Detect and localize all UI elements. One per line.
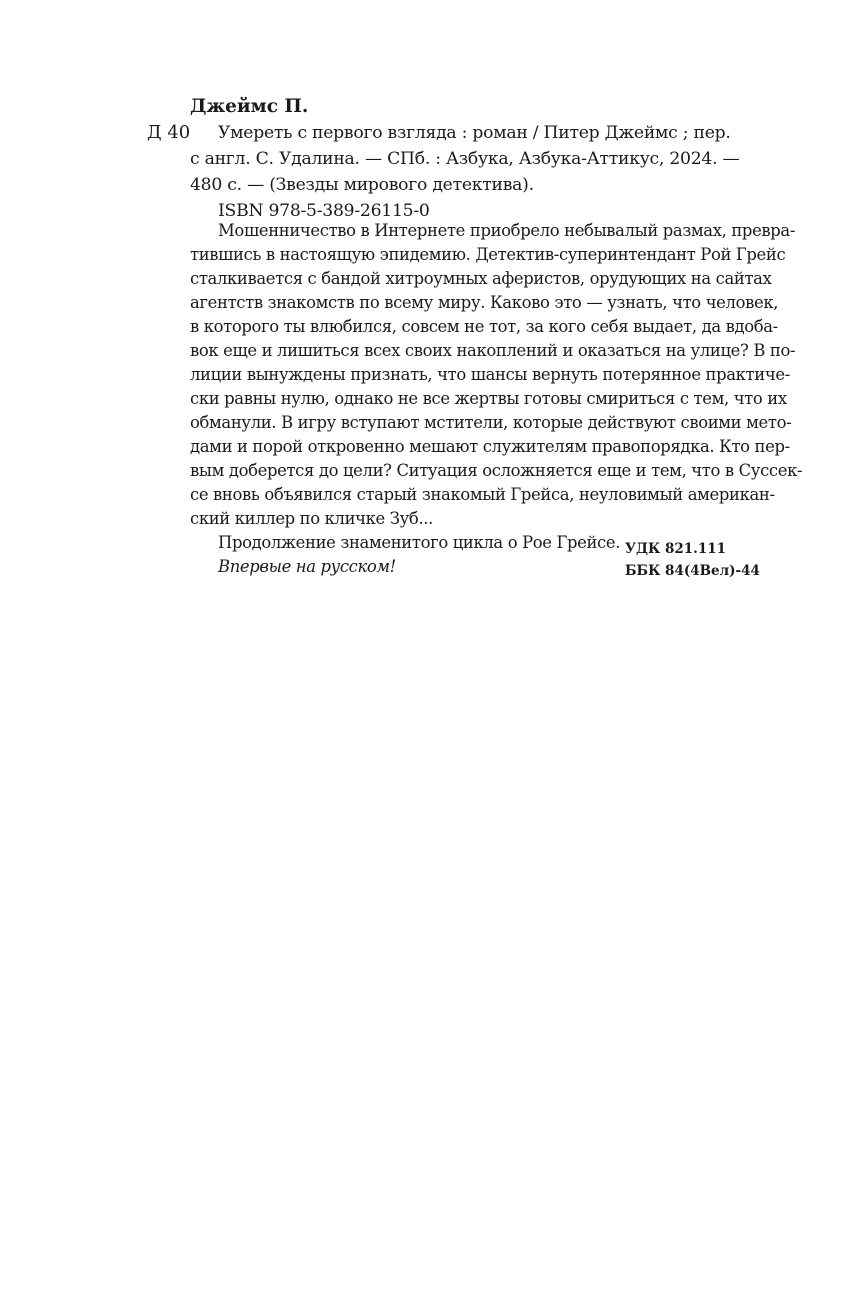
description-line: вок еще и лишиться всех своих накоплений и оказаться на улице? В по- — [190, 341, 796, 360]
udk-code: УДК 821.111 — [625, 541, 726, 557]
description-line: в которого ты влюбился, совсем не тот, за кого себя выдает, да вдоба- — [190, 317, 778, 336]
description-line: дами и порой откровенно мешают служителям правопорядка. Кто пер- — [190, 437, 790, 456]
first-in-russian-note: Впервые на русском! — [218, 557, 396, 576]
description-line: сталкивается с бандой хитроумных аферистов, орудующих на сайтах — [190, 269, 772, 288]
bbk-code: ББК 84(4Вел)-44 — [625, 563, 760, 579]
bibliographic-line: Умереть с первого взгляда : роман / Питер Джеймс ; пер. — [218, 123, 731, 143]
classification-codes — [611, 538, 760, 582]
author-heading: Джеймс П. — [190, 96, 309, 117]
isbn: ISBN 978-5-389-26115-0 — [218, 201, 430, 221]
bibliographic-line: с англ. С. Удалина. — СПб. : Азбука, Азбука-Аттикус, 2024. — — [190, 149, 740, 169]
description-line: тившись в настоящую эпидемию. Детектив-суперинтендант Рой Грейс — [190, 245, 786, 264]
library-code: Д 40 — [147, 122, 191, 143]
description-line: се вновь объявился старый знакомый Грейса, неуловимый американ- — [190, 485, 775, 504]
description-line: ски равны нулю, однако не все жертвы готовы смириться с тем, что их — [190, 389, 787, 408]
description-line: ский киллер по кличке Зуб... — [190, 509, 434, 528]
description-line: лиции вынуждены признать, что шансы вернуть потерянное практиче- — [190, 365, 790, 384]
description-line: обманули. В игру вступают мстители, которые действуют своими мето- — [190, 413, 792, 432]
series-note: Продолжение знаменитого цикла о Рое Грейсе. — [218, 533, 621, 552]
bibliographic-line: 480 с. — (Звезды мирового детектива). — [190, 175, 534, 195]
description-line: Мошенничество в Интернете приобрело небывалый размах, превра- — [218, 221, 796, 240]
description-line: вым доберется до цели? Ситуация осложняется еще и тем, что в Суссек- — [190, 461, 803, 480]
description-line: агентств знакомств по всему миру. Каково это — узнать, что человек, — [190, 293, 779, 312]
